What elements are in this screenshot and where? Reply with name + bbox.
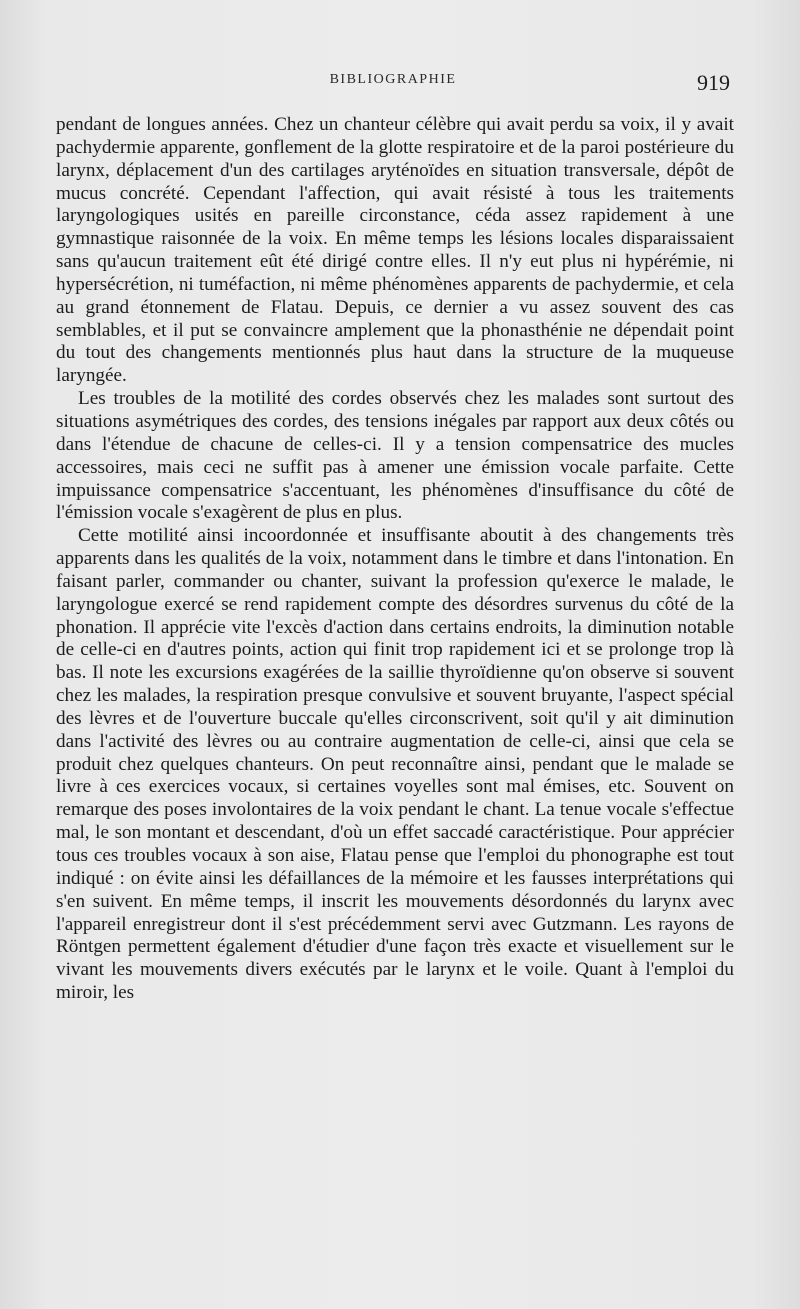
- body-text: [56, 114, 734, 1005]
- paragraph-continued: pendant de longues années. Chez un chanteur célèbre qui avait perdu sa voix, il y avait pachydermie apparente, gonflement de la glotte respiratoire et de la paroi postérieure du larynx, déplacement d'un des cartilages aryténoïdes en situation transversale, dépôt de mucus concrété. Cependant l'affection, qui avait résisté à tous les traitements laryngologiques usités en pareille circonstance, céda assez rapidement à une gymnastique raisonnée de la voix. En même temps les lésions locales disparaissaient sans qu'aucun traitement eût été dirigé contre elles. Il n'y eut plus ni hypérémie, ni hypersécrétion, ni tuméfaction, ni même phénomènes apparents de pachydermie, et cela au grand étonnement de Flatau. Depuis, ce dernier a vu assez souvent des cas semblables, et il put se convaincre amplement que la phonasthénie ne dépendait point du tout des changements mentionnés plus haut dans la structure de la muqueuse laryngée.: [56, 114, 734, 387]
- page-number: 919: [697, 70, 730, 95]
- running-title: BIBLIOGRAPHIE: [329, 72, 457, 87]
- paragraph: Les troubles de la motilité des cordes observés chez les malades sont surtout des situations asymétriques des cordes, des tensions inégales par rapport aux deux côtés ou dans l'étendue de chacune de celles-ci. Il y a tension compensatrice des mucles accessoires, mais ceci ne suffit pas à amener une émission vocale parfaite. Cette impuissance compensatrice s'accentuant, les phénomènes d'insuffisance du côté de l'émission vocale s'exagèrent de plus en plus.: [56, 388, 734, 524]
- paragraph: Cette motilité ainsi incoordonnée et insuffisante aboutit à des changements très apparents dans les qualités de la voix, notamment dans le timbre et dans l'intonation. En faisant parler, commander ou chanter, suivant la profession qu'exerce le malade, le laryngologue exercé se rend rapidement compte des désordres survenus du côté de la phonation. Il apprécie vite l'excès d'action dans certains endroits, la diminution notable de celle-ci en d'autres points, action qui finit trop rapidement ici et se prolonge trop là bas. Il note les excursions exagérées de la saillie thyroïdienne qu'on observe si souvent chez les malades, la respiration presque convulsive et souvent bruyante, l'aspect spécial des lèvres et de l'ouverture buccale qu'elles circonscrivent, soit qu'il y ait diminution dans l'activité des lèvres ou au contraire augmentation de celle-ci, ainsi que cela se produit chez quelques chanteurs. On peut reconnaître ainsi, pendant que le malade se livre à ces exercices vocaux, si certaines voyelles sont mal émises, etc. Souvent on remarque des poses involontaires de la voix pendant le chant. La tenue vocale s'effectue mal, le son montant et descendant, d'où un effet saccadé caractéristique. Pour apprécier tous ces troubles vocaux à son aise, Flatau pense que l'emploi du phonographe est tout indiqué : on évite ainsi les défaillances de la mémoire et les fausses interprétations qui s'en suivent. En même temps, il inscrit les mouvements désordonnés du larynx avec l'appareil enregistreur dont il s'est précédemment servi avec Gutzmann. Les rayons de Röntgen permettent également d'étudier d'une façon très exacte et visuellement sur le vivant les mouvements divers exécutés par le larynx et le voile. Quant à l'emploi du miroir, les: [56, 525, 734, 1004]
- running-head: [56, 70, 730, 94]
